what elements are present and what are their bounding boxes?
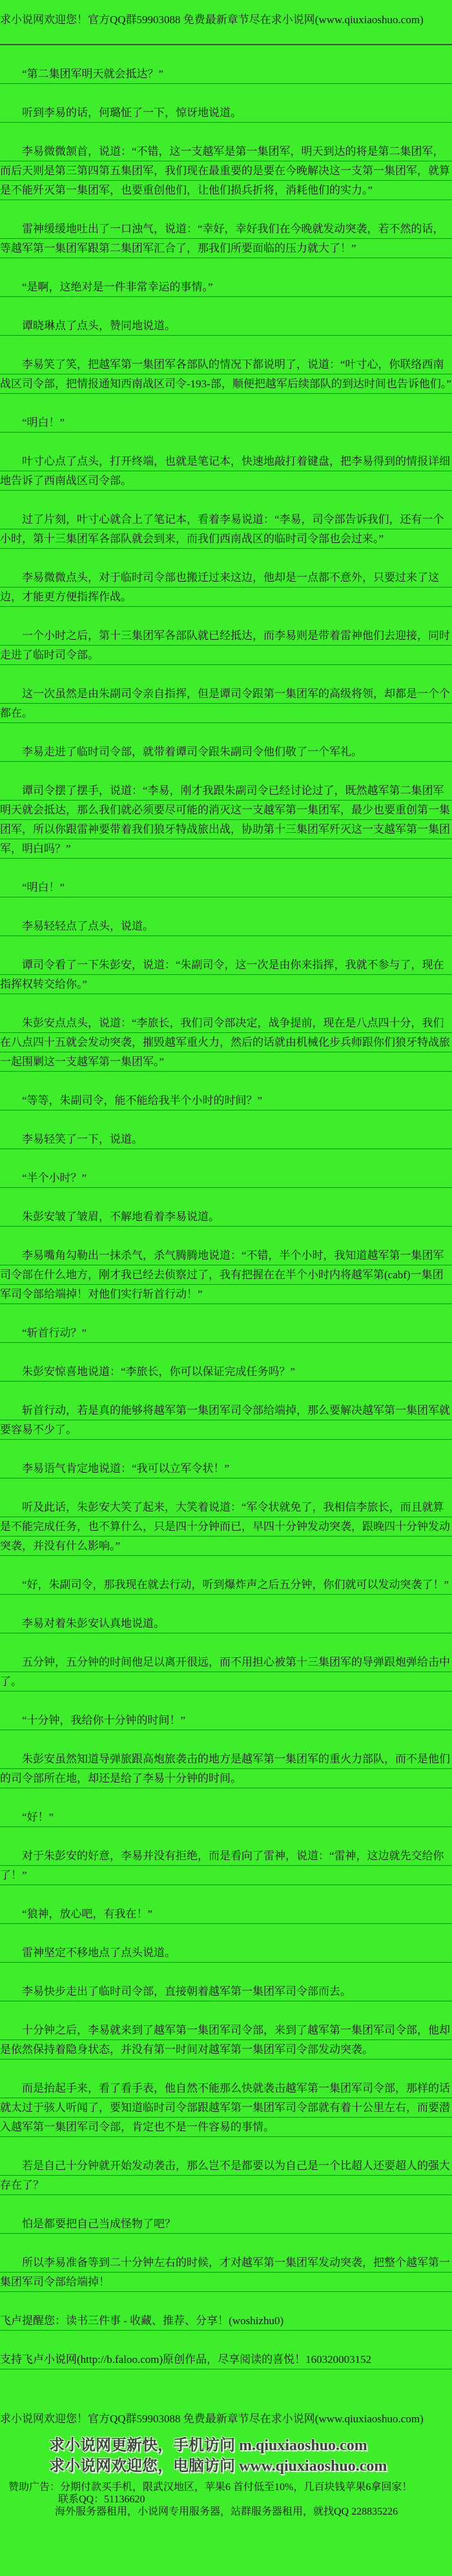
ad-contact-qq: 联系QQ：51136620 xyxy=(58,2494,145,2505)
paragraph: 雷神缓缓地吐出了一口浊气，说道：“幸好，幸好我们在今晚就发动突袭，若不然的话，等越军第一集团军跟第二集团军汇合了，那我们所要面临的压力就大了！” xyxy=(0,220,452,258)
paragraph: 雷神坚定不移地点了点头说道。 xyxy=(0,1943,452,1963)
paragraph: “好！” xyxy=(0,1808,452,1827)
paragraph: “好，朱副司令，那我现在就去行动，听到爆炸声之后五分钟，你们就可以发动突袭了！” xyxy=(0,1575,452,1595)
paragraph: “第二集团军明天就会抵达？” xyxy=(0,65,452,84)
paragraph: 朱彭安点点头，说道：“李旅长，我们司令部决定，战争提前，现在是八点四十分，我们在八点四十五就会发动突袭，摧毁越军重火力，然后的话就由机械化步兵师跟你们狼牙特战旅一起围剿这一支越军第一集团军。” xyxy=(0,1014,452,1072)
promo-mobile-url: 求小说网更新快，手机访问 m.qiuxiaoshuo.com xyxy=(49,2437,367,2454)
promo-desktop-url: 求小说网欢迎您，电脑访问 www.qiuxiaoshuo.com xyxy=(49,2458,387,2475)
paragraph: 十分钟之后，李易就来到了越军第一集团军司令部，来到了越军第一集团军司令部，他却是依然保持着隐身状态，并没有第一时间对越军第一集团军司令部发动突袭。 xyxy=(0,2021,452,2060)
paragraph: “明白！” xyxy=(0,413,452,433)
paragraph: 李易走进了临时司令部，就带着谭司令跟朱副司令他们敬了一个军礼。 xyxy=(0,742,452,762)
paragraph: 飞卢提醒您：读书三件事 - 收藏、推荐、分享！(woshizhu0) xyxy=(0,2311,452,2331)
paragraph: 谭司令看了一下朱彭安，说道：“朱副司令，这一次是由你来指挥，我就不参与了，现在指挥权转交给你。” xyxy=(0,956,452,994)
page-footer xyxy=(0,2412,452,2518)
paragraph: 支持飞卢小说网(http://b.faloo.com)原创作品，尽享阅读的喜悦！160320003152 xyxy=(0,2350,452,2369)
paragraph: “狼神，放心吧，有我在！” xyxy=(0,1905,452,1924)
ad-server-rental: 海外服务器租用，小说网专用服务器，站群服务器租用，就找QQ 228835226 xyxy=(55,2506,398,2517)
paragraph: “是啊，这绝对是一件非常幸运的事情。” xyxy=(0,278,452,297)
paragraph: 叶寸心点了点头，打开终端，也就是笔记本，快速地敲打着键盘，把李易得到的情报详细地告诉了西南战区司令部。 xyxy=(0,452,452,491)
paragraph: “斩首行动？” xyxy=(0,1324,452,1343)
paragraph: 一个小时之后，第十三集团军各部队就已经抵达，而李易则是带着雷神他们去迎接，同时走进了临时司令部。 xyxy=(0,626,452,665)
novel-body xyxy=(0,65,452,2369)
paragraph: 李易轻笑了一下，说道。 xyxy=(0,1130,452,1149)
paragraph: 朱彭安惊喜地说道：“李旅长，你可以保证完成任务吗？” xyxy=(0,1362,452,1382)
ad-sponsor: 赞助广告：分期付款买手机，限武汉地区，苹果6 首付低至10%，几百块钱苹果6拿回家！ xyxy=(8,2482,413,2493)
paragraph: 李易快步走出了临时司令部，直接朝着越军第一集团军司令部而去。 xyxy=(0,1982,452,2001)
paragraph: 谭司令摆了摆手，说道：“李易，刚才我跟朱副司令已经讨论过了，既然越军第二集团军明天就会抵达，那么我们就必须要尽可能的消灭这一支越军第一集团军，最少也要重创第一集团军，所以你跟雷神要带着我们狼牙特战旅出战，协助第十三集团军歼灭这一支越军第一集团军，明白吗？” xyxy=(0,781,452,859)
paragraph: 李易笑了笑，把越军第一集团军各部队的情况下都说明了，说道：“叶寸心，你联络西南战区司令部，把情报通知西南战区司令-193-部，顺便把越军后续部队的到达时间也告诉他们。” xyxy=(0,355,452,394)
paragraph: 五分钟，五分钟的时间他足以离开很远，而不用担心被第十三集团军的导弹跟炮弹给击中了。 xyxy=(0,1653,452,1692)
divider xyxy=(0,44,452,45)
paragraph: “半个小时？” xyxy=(0,1169,452,1188)
paragraph: “等等，朱副司令，能不能给我半个小时的时间？” xyxy=(0,1091,452,1110)
paragraph: 所以李易准备等到二十分钟左右的时候，才对越军第一集团军发动突袭，把整个越军第一集团军司令部给端掉！ xyxy=(0,2253,452,2292)
paragraph: 听及此话，朱彭安大笑了起来，大笑着说道：“军令状就免了，我相信李旅长，而且就算是不能完成任务，也不算什么，只是四十分钟而已，早四十分钟发动突袭，跟晚四十分钟发动突袭，并没有什么影响。” xyxy=(0,1498,452,1556)
site-notice-bottom: 求小说网欢迎您！官方QQ群59903088 免费最新章节尽在求小说网(www.qiuxiaoshuo.com) xyxy=(0,2413,424,2425)
paragraph: 李易嘴角勾勒出一抹杀气，杀气腾腾地说道：“不错，半个小时，我知道越军第一集团军司令部在什么地方，刚才我已经去侦察过了，我有把握在在半个小时内将越军第(cabf)一集团军司令部给端掉！对他们实行斩首行动！” xyxy=(0,1246,452,1304)
paragraph: 朱彭安皱了皱眉，不解地看着李易说道。 xyxy=(0,1207,452,1227)
paragraph: 怕是都要把自己当成怪物了吧？ xyxy=(0,2214,452,2234)
paragraph: 对于朱彭安的好意，李易并没有拒绝，而是看向了雷神，说道：“雷神，这边就先交给你了！” xyxy=(0,1846,452,1885)
paragraph: 若是自己十分钟就开始发动袭击，那么岂不是都要以为自己是一个比超人还要超人的强大存在了？ xyxy=(0,2156,452,2195)
site-notice-top: 求小说网欢迎您！官方QQ群59903088 免费最新章节尽在求小说网(www.qiuxiaoshuo.com) xyxy=(0,14,424,26)
paragraph: 这一次虽然是由朱副司令亲自指挥，但是谭司令跟第一集团军的高级将领，却都是一个个都在。 xyxy=(0,684,452,723)
paragraph: 斩首行动，若是真的能够将越军第一集团军司令部给端掉，那么要解决越军第一集团军就要容易不少了。 xyxy=(0,1401,452,1440)
paragraph: 李易语气肯定地说道：“我可以立军令状！” xyxy=(0,1459,452,1478)
paragraph: 李易对着朱彭安认真地说道。 xyxy=(0,1614,452,1633)
paragraph: 过了片刻，叶寸心就合上了笔记本，看着李易说道：“李易，司令部告诉我们，还有一个小时，第十三集团军各部队就会到来，而我们西南战区的临时司令部也会过来。” xyxy=(0,510,452,549)
paragraph: “明白！” xyxy=(0,878,452,897)
paragraph: 听到李易的话，何璐怔了一下，惊讶地说道。 xyxy=(0,103,452,123)
paragraph: 而是抬起手来，看了看手表，他自然不能那么快就袭击越军第一集团军司令部，那样的话就太过于骇人听闻了，要知道临时司令部跟越军第一集团军司令部就有着十公里左右，而要潜入越军第一集团军司令部，肯定也不是一件容易的事情。 xyxy=(0,2079,452,2137)
paragraph: 李易微微颔首，说道：“不错，这一支越军是第一集团军，明天到达的将是第二集团军，而后天则是第三第四第五集团军，我们现在最重要的是要在今晚解决这一支第一集团军，就算是不能歼灭第一集团军，也要重创他们，让他们损兵折将，消耗他们的实力。” xyxy=(0,142,452,200)
paragraph: 李易微微点头，对于临时司令部也搬迁过来这边，他却是一点都不意外，只要过来了这边，才能更方便指挥作战。 xyxy=(0,568,452,607)
paragraph: “十分钟，我给你十分钟的时间！” xyxy=(0,1711,452,1730)
paragraph: 李易轻轻点了点头，说道。 xyxy=(0,917,452,936)
paragraph: 谭晓琳点了点头，赞同地说道。 xyxy=(0,316,452,336)
paragraph: 朱彭安虽然知道导弹旅跟高炮旅袭击的地方是越军第一集团军的重火力部队，而不是他们的司令部所在地，却还是给了李易十分钟的时间。 xyxy=(0,1750,452,1788)
